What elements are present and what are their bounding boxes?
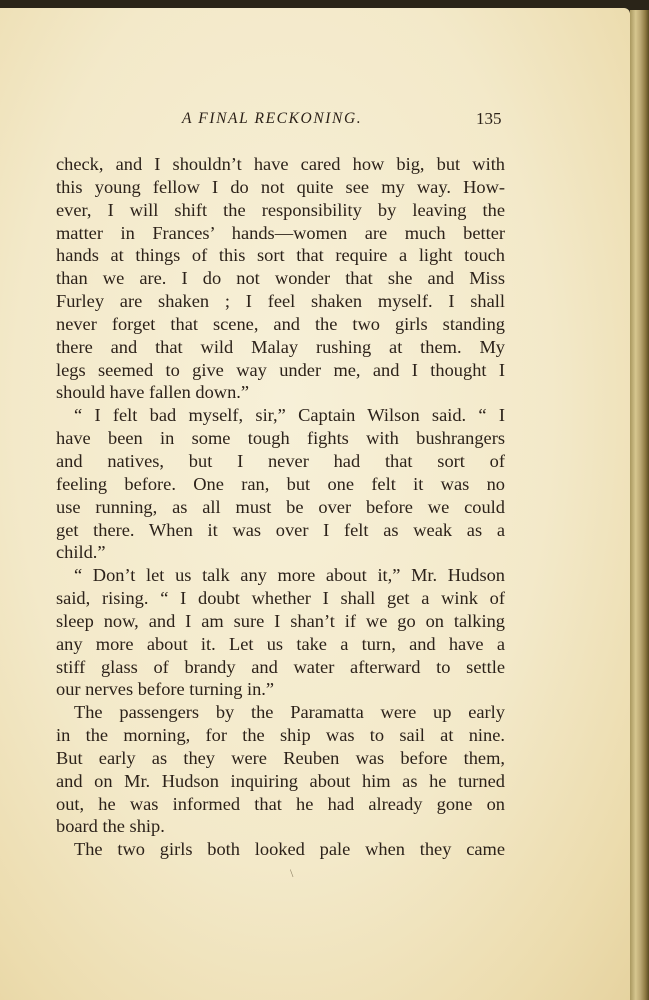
text-line: use running, as all must be over before we could — [56, 496, 505, 517]
text-line: out, he was informed that he had already gone on — [56, 793, 505, 814]
text-line: this young fellow I do not quite see my way. How- — [56, 176, 505, 197]
text-line: sleep now, and I am sure I shan’t if we go on talking — [56, 610, 505, 631]
text-line: should have fallen down.” — [56, 382, 250, 403]
text-line: and on Mr. Hudson inquiring about him as he turned — [56, 770, 505, 791]
page-header — [0, 103, 630, 133]
text-line: legs seemed to give way under me, and I thought I — [56, 359, 505, 380]
text-line: stiff glass of brandy and water afterward to settle — [56, 656, 505, 677]
text-line: than we are. I do not wonder that she and Miss — [56, 268, 505, 289]
text-line: feeling before. One ran, but one felt it was no — [56, 473, 505, 494]
page-edge — [630, 10, 649, 1000]
text-line: ever, I will shift the responsibility by leaving the — [56, 199, 505, 220]
book-page — [0, 8, 630, 1000]
text-line: hands at things of this sort that require a light touch — [56, 245, 505, 266]
text-line: never forget that scene, and the two girls standing — [56, 313, 505, 334]
text-line: “ Don’t let us talk any more about it,” Mr. Hudson — [74, 565, 505, 586]
text-line: check, and I shouldn’t have cared how big, but with — [56, 154, 505, 174]
page-number: 135 — [476, 109, 502, 128]
text-line: matter in Frances’ hands—women are much better — [56, 222, 505, 243]
text-line: child.” — [56, 542, 106, 563]
text-line: our nerves before turning in.” — [56, 679, 275, 700]
text-line: The passengers by the Paramatta were up early — [74, 702, 505, 723]
text-line: there and that wild Malay rushing at them. My — [56, 336, 505, 357]
text-line: any more about it. Let us take a turn, and have a — [56, 633, 505, 654]
text-line: But early as they were Reuben was before them, — [56, 747, 505, 768]
text-line: “ I felt bad myself, sir,” Captain Wilson said. “ I — [74, 405, 505, 426]
text-line: and natives, but I never had that sort of — [56, 450, 505, 471]
text-line: have been in some tough fights with bushrangers — [56, 428, 505, 449]
text-line: board the ship. — [56, 816, 165, 837]
text-line: in the morning, for the ship was to sail at nine. — [56, 725, 505, 746]
text-line: get there. When it was over I felt as weak as a — [56, 519, 505, 540]
text-line: The two girls both looked pale when they came — [74, 839, 505, 860]
text-line: said, rising. “ I doubt whether I shall get a wink of — [56, 588, 505, 609]
body-text — [56, 153, 505, 861]
stray-mark: \ — [290, 866, 294, 880]
text-line: Furley are shaken ; I feel shaken myself. I shall — [56, 291, 505, 312]
running-head: A FINAL RECKONING. — [182, 110, 363, 127]
